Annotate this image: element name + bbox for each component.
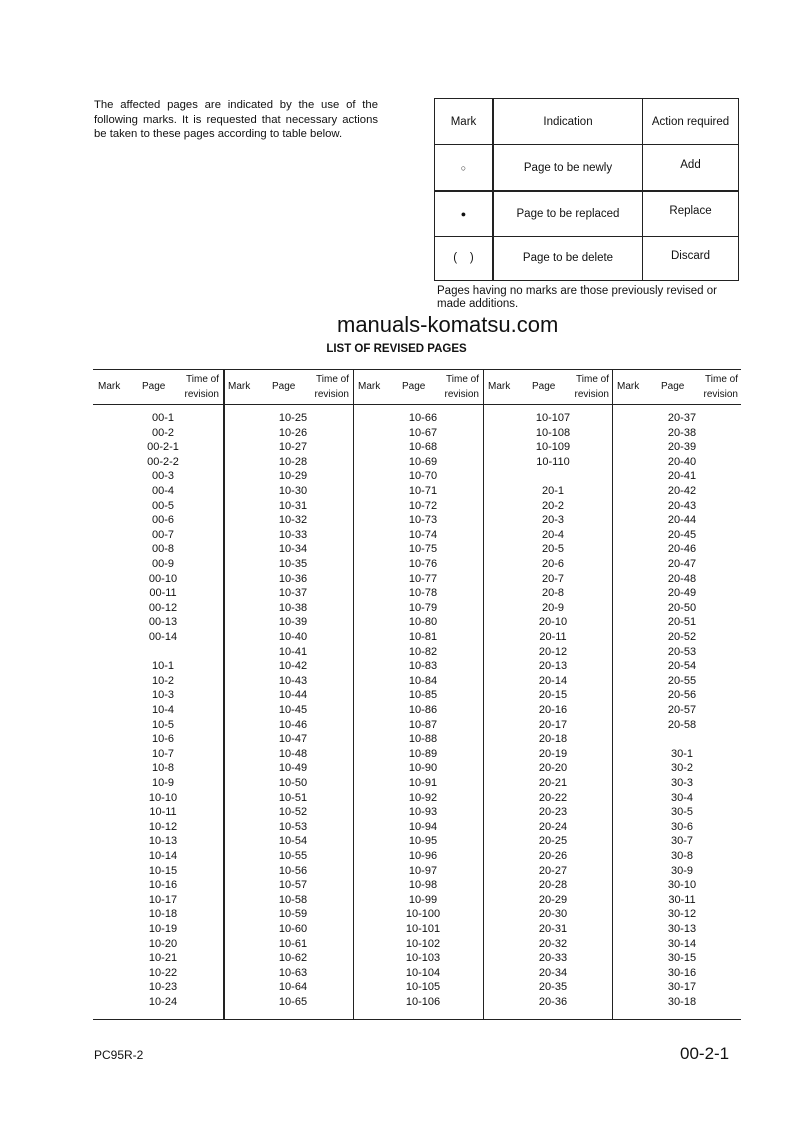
page-entry: 10-33 (278, 528, 308, 541)
page-entry: 20-8 (541, 587, 565, 600)
column-divider (353, 369, 354, 1020)
page-entry: 10-69 (408, 455, 438, 468)
page-entry: 20-39 (667, 441, 697, 454)
page-entry: 20-22 (538, 791, 568, 804)
page-entry: 10-64 (278, 981, 308, 994)
page-entry: 30-9 (670, 864, 694, 877)
page-entry: 10-60 (278, 923, 308, 935)
legend-action: Add (680, 159, 701, 171)
page-entry: 10-9 (151, 777, 175, 789)
page-entry: 20-55 (667, 674, 697, 687)
page-entry: 10-5 (151, 718, 175, 731)
page-entry: 10-21 (148, 952, 178, 965)
page-entry: 10-45 (278, 704, 308, 716)
page-entry: 00-3 (151, 470, 175, 483)
page-entry: 20-41 (667, 470, 697, 483)
list-title: LIST OF REVISED PAGES (326, 343, 467, 355)
footer-page-number: 00-2-1 (680, 1044, 730, 1063)
table-bottom-rule (93, 1019, 741, 1020)
page-entry: 20-10 (538, 616, 568, 629)
page-entry: 10-66 (408, 412, 438, 424)
page-entry: 10-52 (278, 806, 308, 819)
page-entry: 10-10 (148, 791, 178, 804)
page-entry: 10-2 (151, 674, 175, 687)
page-entry: 10-38 (278, 601, 308, 614)
page-entry: 10-95 (408, 835, 438, 848)
page-entry: 30-17 (667, 981, 697, 994)
header-time-of: Time of (705, 374, 738, 385)
page-entry: 10-4 (151, 704, 175, 716)
page-entry: 20-52 (667, 631, 697, 643)
page-entry: 00-4 (151, 485, 175, 497)
page-entry: 30-12 (667, 908, 697, 921)
page-entry: 10-78 (408, 587, 438, 600)
page-entry: 10-14 (148, 850, 178, 862)
page-entry: 10-20 (148, 937, 178, 950)
page-entry: 20-9 (541, 601, 565, 614)
page-entry: 00-2-1 (147, 441, 179, 454)
page-entry: 20-25 (538, 835, 568, 848)
page-entry: 10-72 (408, 499, 438, 512)
page-entry: 00-2 (151, 426, 175, 439)
page-entry: 10-12 (148, 820, 178, 833)
legend-action: Replace (669, 205, 712, 217)
page-entry: 10-63 (278, 966, 308, 979)
page-entry: 20-53 (667, 645, 697, 658)
page-entry: 10-97 (408, 864, 438, 877)
header-page: Page (272, 381, 296, 392)
page-entry: 10-104 (405, 966, 441, 979)
page-entry: 20-24 (538, 820, 568, 833)
page-entry: 20-51 (667, 616, 697, 629)
page-entry: 20-27 (538, 864, 568, 877)
page-entry: 20-21 (538, 777, 568, 789)
header-page: Page (402, 381, 426, 392)
page-entry: 10-102 (405, 937, 441, 950)
legend-row-add (435, 145, 738, 192)
page-entry: 10-7 (151, 747, 175, 760)
legend-header-action: Action required (651, 115, 730, 128)
page-entry: 00-2-2 (147, 455, 179, 468)
page-entry: 10-3 (151, 689, 175, 702)
legend-header-indication: Indication (494, 99, 643, 144)
page-entry: 10-85 (408, 689, 438, 702)
page-entry: 10-58 (278, 893, 308, 906)
header-mark: Mark (488, 381, 511, 392)
page-entry: 30-16 (667, 966, 697, 979)
page-entry: 30-18 (667, 996, 697, 1008)
page-entry: 10-18 (148, 908, 178, 921)
page-entry: 30-5 (670, 806, 694, 819)
page-entry: 10-51 (278, 791, 308, 804)
column-divider (483, 369, 484, 1020)
page-entry: 10-13 (148, 835, 178, 848)
page-entry: 10-46 (278, 718, 308, 731)
page-entry: 20-6 (541, 558, 565, 570)
page-entry: 30-10 (667, 879, 697, 892)
page-entry: 10-90 (408, 762, 438, 775)
legend-header-row (435, 99, 738, 145)
page-entry: 10-30 (278, 485, 308, 497)
page-entry: 20-2 (541, 499, 565, 512)
page-entry: 30-1 (670, 747, 694, 760)
table-top-rule (93, 369, 741, 370)
page-entry: 10-68 (408, 441, 438, 454)
header-time-of: Time of (186, 374, 219, 385)
page-entry: 10-94 (408, 820, 438, 833)
page-entry: 10-53 (278, 820, 308, 833)
page-entry: 10-110 (536, 455, 570, 468)
page-entry: 10-23 (148, 981, 178, 994)
page-entry: 10-67 (408, 426, 438, 439)
page-entry: 20-11 (539, 631, 567, 643)
page-entry: 20-47 (667, 558, 697, 570)
page-entry: 10-36 (278, 572, 308, 585)
page-entry: 10-91 (408, 777, 438, 789)
page-entry: 10-98 (408, 879, 438, 892)
page-entry: 10-87 (408, 718, 438, 731)
page-entry: 10-48 (278, 747, 308, 760)
page-entry: 10-49 (278, 762, 308, 775)
page-entry: 20-28 (538, 879, 568, 892)
page-entry: 20-58 (667, 718, 697, 731)
page-entry: 20-54 (667, 660, 697, 673)
intro-paragraph: The affected pages are indicated by the use of the following marks. It is requested that necessary actions be taken to these pages according to table below. (94, 99, 378, 140)
page-entry: 10-100 (405, 908, 441, 921)
page-entry: 20-12 (538, 645, 568, 658)
page-entry: 20-7 (541, 572, 565, 585)
page-entry: 20-20 (538, 762, 568, 775)
header-page: Page (142, 381, 166, 392)
page-entry: 10-84 (408, 674, 438, 687)
footer-model: PC95R-2 (94, 1048, 144, 1062)
table-header-rule (93, 404, 741, 405)
page-entry: 10-54 (278, 835, 308, 848)
page-entry: 10-42 (278, 660, 308, 673)
page-entry: 20-29 (538, 893, 568, 906)
legend-indication: Page to be newly (494, 145, 643, 190)
page-entry: 10-24 (148, 996, 178, 1008)
page-entry: 10-19 (148, 923, 178, 935)
page-entry: 20-14 (538, 674, 568, 687)
legend-indication: Page to be replaced (494, 191, 643, 236)
page-entry: 20-1 (541, 485, 565, 497)
page-entry: 20-43 (667, 499, 697, 512)
page-entry: 10-57 (278, 879, 308, 892)
header-revision: revision (444, 389, 479, 400)
page-entry: 10-80 (408, 616, 438, 629)
page-entry: 10-107 (535, 412, 571, 424)
page-entry: 10-106 (405, 996, 441, 1008)
header-mark: Mark (617, 381, 640, 392)
page-entry: 10-71 (408, 485, 438, 497)
page-entry: 00-10 (148, 572, 178, 585)
page-entry: 10-35 (278, 558, 308, 570)
watermark: manuals-komatsu.com (337, 312, 559, 337)
page-entry: 10-82 (408, 645, 438, 658)
page-entry: 30-6 (670, 820, 694, 833)
page-entry: 30-11 (668, 893, 696, 906)
page-entry: 20-4 (541, 528, 565, 541)
open-circle-mark-icon: ○ (435, 145, 494, 190)
page-entry: 20-16 (538, 704, 568, 716)
page-entry: 10-16 (148, 879, 178, 892)
page-entry: 20-19 (538, 747, 568, 760)
page-entry: 20-48 (667, 572, 697, 585)
column-divider (223, 369, 225, 1020)
page-entry: 10-61 (278, 937, 308, 950)
page-entry: 20-35 (538, 981, 568, 994)
page-entry: 20-57 (667, 704, 697, 716)
page-entry: 20-5 (541, 543, 565, 556)
marks-legend-table (434, 98, 739, 281)
legend-indication: Page to be delete (494, 236, 643, 280)
page-entry: 20-15 (538, 689, 568, 702)
page-entry: 10-11 (149, 806, 177, 819)
page-entry: 20-23 (538, 806, 568, 819)
page-entry: 10-17 (148, 893, 178, 906)
page-entry: 10-6 (151, 733, 175, 746)
page-entry: 10-93 (408, 806, 438, 819)
page-entry: 00-12 (148, 601, 178, 614)
page-entry: 10-86 (408, 704, 438, 716)
page-entry: 20-31 (538, 923, 568, 935)
page-entry: 10-109 (535, 441, 571, 454)
page-entry: 00-5 (151, 499, 175, 512)
page-entry: 10-27 (278, 441, 308, 454)
header-revision: revision (703, 389, 738, 400)
header-time-of: Time of (446, 374, 479, 385)
page-entry: 30-13 (667, 923, 697, 935)
header-time-of: Time of (316, 374, 349, 385)
page-entry: 20-37 (667, 412, 697, 424)
page-entry: 20-34 (538, 966, 568, 979)
page-entry: 10-26 (278, 426, 308, 439)
header-revision: revision (574, 389, 609, 400)
page-entry: 20-26 (538, 850, 568, 862)
page-entry: 10-79 (408, 601, 438, 614)
page-entry: 30-8 (670, 850, 694, 862)
page-entry: 20-49 (667, 587, 697, 600)
legend-row-discard (435, 236, 738, 280)
page-entry: 20-32 (538, 937, 568, 950)
page-entry: 10-34 (278, 543, 308, 556)
page-entry: 20-42 (667, 485, 697, 497)
page-entry: 10-25 (278, 412, 308, 424)
page-entry: 10-44 (278, 689, 308, 702)
page-entry: 20-40 (667, 455, 697, 468)
page-entry: 10-75 (408, 543, 438, 556)
page-entry: 30-15 (667, 952, 697, 965)
page-entry: 30-3 (670, 777, 694, 789)
page-entry: 10-77 (408, 572, 438, 585)
page-entry: 10-92 (408, 791, 438, 804)
page-entry: 10-47 (278, 733, 308, 746)
page-entry: 00-7 (151, 528, 175, 541)
page-entry: 10-55 (278, 850, 308, 862)
page-entry: 10-83 (408, 660, 438, 673)
legend-header-mark: Mark (435, 99, 494, 144)
page-entry: 10-103 (405, 952, 441, 965)
page-entry: 00-14 (148, 631, 178, 643)
page-entry: 00-8 (151, 543, 175, 556)
header-mark: Mark (98, 381, 121, 392)
page-entry: 10-29 (278, 470, 308, 483)
page-entry: 10-74 (408, 528, 438, 541)
page-entry: 20-33 (538, 952, 568, 965)
page-entry: 10-43 (278, 674, 308, 687)
page-entry: 10-56 (278, 864, 308, 877)
header-revision: revision (184, 389, 219, 400)
page-entry: 20-44 (667, 514, 697, 527)
page-entry: 10-22 (148, 966, 178, 979)
page-entry: 00-6 (151, 514, 175, 527)
page-entry: 20-13 (538, 660, 568, 673)
page-entry: 20-50 (667, 601, 697, 614)
page-entry: 10-8 (151, 762, 175, 775)
legend-note: Pages having no marks are those previously revised or made additions. (437, 285, 717, 310)
header-revision: revision (314, 389, 349, 400)
page-entry: 10-32 (278, 514, 308, 527)
page-entry: 30-2 (670, 762, 694, 775)
page-entry: 10-89 (408, 747, 438, 760)
page-entry: 10-108 (535, 426, 571, 439)
page-entry: 20-56 (667, 689, 697, 702)
page-entry: 10-41 (278, 645, 308, 658)
page-entry: 10-81 (408, 631, 438, 643)
page-entry: 00-11 (149, 587, 177, 600)
legend-action: Discard (671, 250, 710, 262)
page-entry: 10-73 (408, 514, 438, 527)
page-entry: 10-101 (405, 923, 441, 935)
page-entry: 10-31 (278, 499, 308, 512)
page-entry: 20-30 (538, 908, 568, 921)
page-entry: 20-38 (667, 426, 697, 439)
page-entry: 10-59 (278, 908, 308, 921)
page-entry: 20-17 (538, 718, 568, 731)
page-entry: 20-46 (667, 543, 697, 556)
page-entry: 30-4 (670, 791, 694, 804)
page-entry: 00-1 (151, 412, 175, 424)
page-entry: 30-7 (670, 835, 694, 848)
page-entry: 10-96 (408, 850, 438, 862)
parentheses-mark-icon: ( ) (435, 236, 494, 280)
filled-circle-mark-icon: ● (435, 191, 494, 236)
page-entry: 10-37 (278, 587, 308, 600)
page-entry: 10-88 (408, 733, 438, 746)
page-entry: 10-40 (278, 631, 308, 643)
header-page: Page (661, 381, 685, 392)
page-entry: 10-99 (408, 893, 438, 906)
page-entry: 10-1 (151, 660, 175, 673)
header-time-of: Time of (576, 374, 609, 385)
header-mark: Mark (228, 381, 251, 392)
page-entry: 20-45 (667, 528, 697, 541)
page-entry: 00-9 (151, 558, 175, 570)
page-entry: 30-14 (667, 937, 697, 950)
page-entry: 20-18 (538, 733, 568, 746)
page-entry: 10-105 (405, 981, 441, 994)
page-entry: 00-13 (148, 616, 178, 629)
header-page: Page (532, 381, 556, 392)
page-entry: 20-36 (538, 996, 568, 1008)
column-divider (612, 369, 613, 1020)
page-entry: 10-28 (278, 455, 308, 468)
header-mark: Mark (358, 381, 381, 392)
page-entry: 10-39 (278, 616, 308, 629)
page-entry: 10-76 (408, 558, 438, 570)
page-entry: 10-62 (278, 952, 308, 965)
page-entry: 10-15 (148, 864, 178, 877)
page-entry: 10-50 (278, 777, 308, 789)
page-entry: 10-70 (408, 470, 438, 483)
legend-row-replace (435, 191, 738, 237)
page-entry: 10-65 (278, 996, 308, 1008)
page-entry: 20-3 (541, 514, 565, 527)
